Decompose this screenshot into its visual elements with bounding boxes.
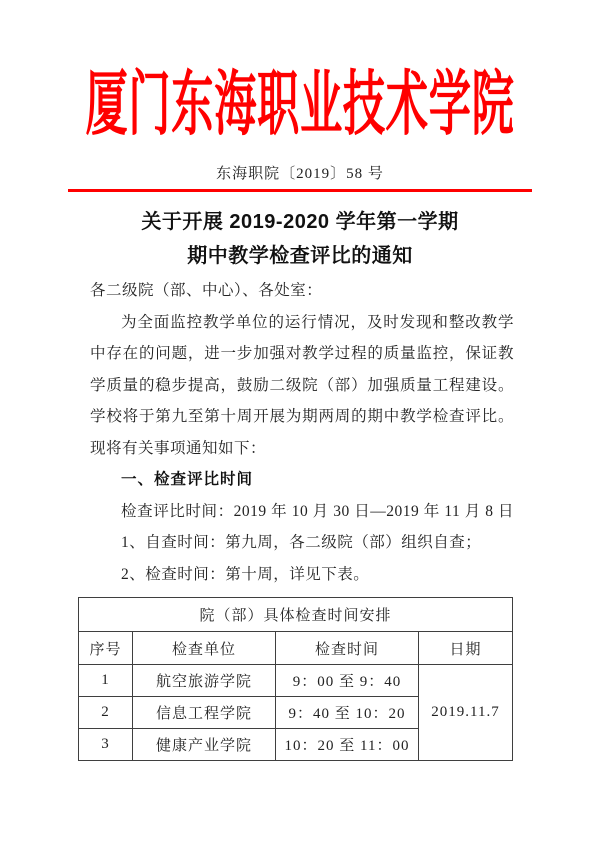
- detail-line: 1、自查时间：第九周，各二级院（部）组织自查；: [121, 534, 482, 551]
- inspection-schedule-table: [78, 597, 513, 761]
- notice-title: [0, 205, 600, 273]
- document-number: 东海职院〔2019〕58 号: [216, 166, 384, 182]
- institution-name: 厦门东海职业技术学院: [85, 65, 515, 144]
- col-header-date: 日期: [419, 632, 513, 665]
- detail-line: 检查评比时间：2019 年 10 月 30 日—2019 年 11 月 8 日: [121, 502, 514, 520]
- notice-body: [90, 275, 514, 590]
- col-header-time: 检查时间: [276, 632, 419, 665]
- table-row: [79, 665, 513, 697]
- cell-unit: 健康产业学院: [133, 729, 276, 761]
- body-line: 为全面监控教学单位的运行情况，及时发现和整改教学: [121, 313, 514, 331]
- body-line: 现将有关事项通知如下：: [90, 439, 267, 457]
- table-caption-row: [79, 598, 513, 632]
- cell-date-merged: 2019.11.7: [419, 665, 513, 761]
- cell-time: 9：00 至 9：40: [276, 665, 419, 697]
- col-header-index: 序号: [79, 632, 133, 665]
- cell-unit: 航空旅游学院: [133, 665, 276, 697]
- notice-title-line1: 关于开展 2019-2020 学年第一学期: [141, 211, 459, 233]
- cell-time: 10：20 至 11：00: [276, 729, 419, 761]
- body-line: 学质量的稳步提高，鼓励二级院（部）加强质量工程建设。: [90, 376, 514, 394]
- letterhead: [0, 65, 600, 144]
- cell-index: 3: [79, 729, 133, 761]
- detail-line: 2、检查时间：第十周，详见下表。: [121, 565, 370, 583]
- table-caption: 院（部）具体检查时间安排: [79, 598, 513, 632]
- body-line: 学校将于第九至第十周开展为期两周的期中教学检查评比。: [90, 408, 514, 425]
- cell-unit: 信息工程学院: [133, 697, 276, 729]
- section-heading: 一、检查评比时间: [121, 471, 254, 488]
- cell-time: 9：40 至 10：20: [276, 697, 419, 729]
- salutation: 各二级院（部、中心）、各处室：: [90, 282, 323, 299]
- cell-index: 1: [79, 665, 133, 697]
- notice-title-line2: 期中教学检查评比的通知: [187, 245, 413, 267]
- table-header-row: [79, 632, 513, 665]
- cell-index: 2: [79, 697, 133, 729]
- header-divider-rule: [68, 189, 532, 192]
- body-line: 中存在的问题，进一步加强对教学过程的质量监控，保证教: [90, 345, 514, 362]
- col-header-unit: 检查单位: [133, 632, 276, 665]
